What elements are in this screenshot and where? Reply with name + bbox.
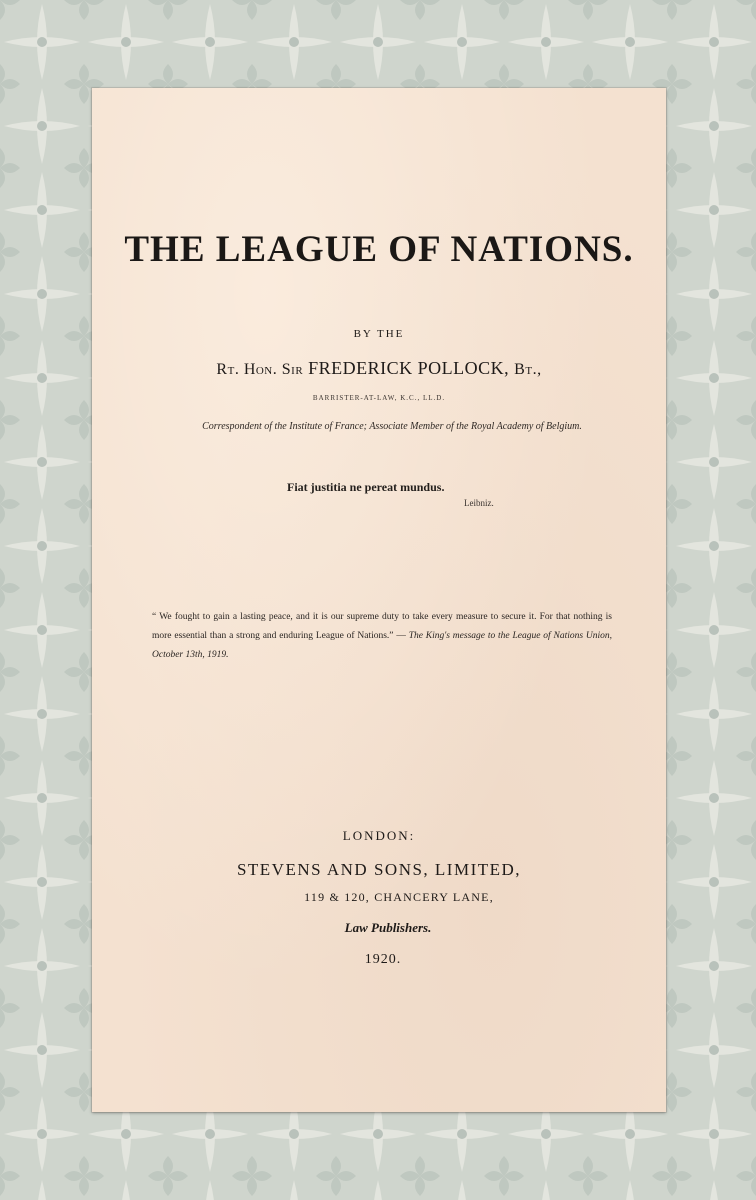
publisher-address: 119 & 120, CHANCERY LANE, — [304, 890, 494, 904]
publication-place: LONDON: — [342, 828, 416, 843]
book-title: THE LEAGUE OF NATIONS. — [124, 229, 634, 270]
author-prefix: Rt. Hon. Sir — [216, 361, 304, 378]
epigraph-quote — [152, 608, 612, 665]
publisher-role: Law Publishers. — [344, 920, 432, 935]
title-page — [92, 88, 666, 1112]
quote-text: “ We fought to gain a lasting peace, and it is our supreme duty to take every measure to secure it. For that nothing is more essential than a strong and enduring League of Nations.” — — [152, 612, 612, 641]
motto: Fiat justitia ne pereat mundus. — [287, 480, 445, 494]
author-suffix: Bt., — [514, 361, 542, 378]
publication-year: 1920. — [364, 952, 402, 967]
by-line: BY THE — [353, 328, 405, 340]
author-name: FREDERICK POLLOCK, — [308, 358, 510, 378]
author-degrees: BARRISTER-AT-LAW, K.C., LL.D. — [312, 394, 446, 402]
publisher-name: STEVENS AND SONS, LIMITED, — [236, 860, 522, 879]
motto-source: Leibniz. — [464, 498, 494, 508]
quote-attribution: The King's message to the League of Nations Union, October 13th, 1919. — [152, 631, 613, 660]
author-affiliation: Correspondent of the Institute of France; Associate Member of the Royal Academy of Belgium. — [202, 421, 582, 432]
author-line — [92, 358, 666, 379]
